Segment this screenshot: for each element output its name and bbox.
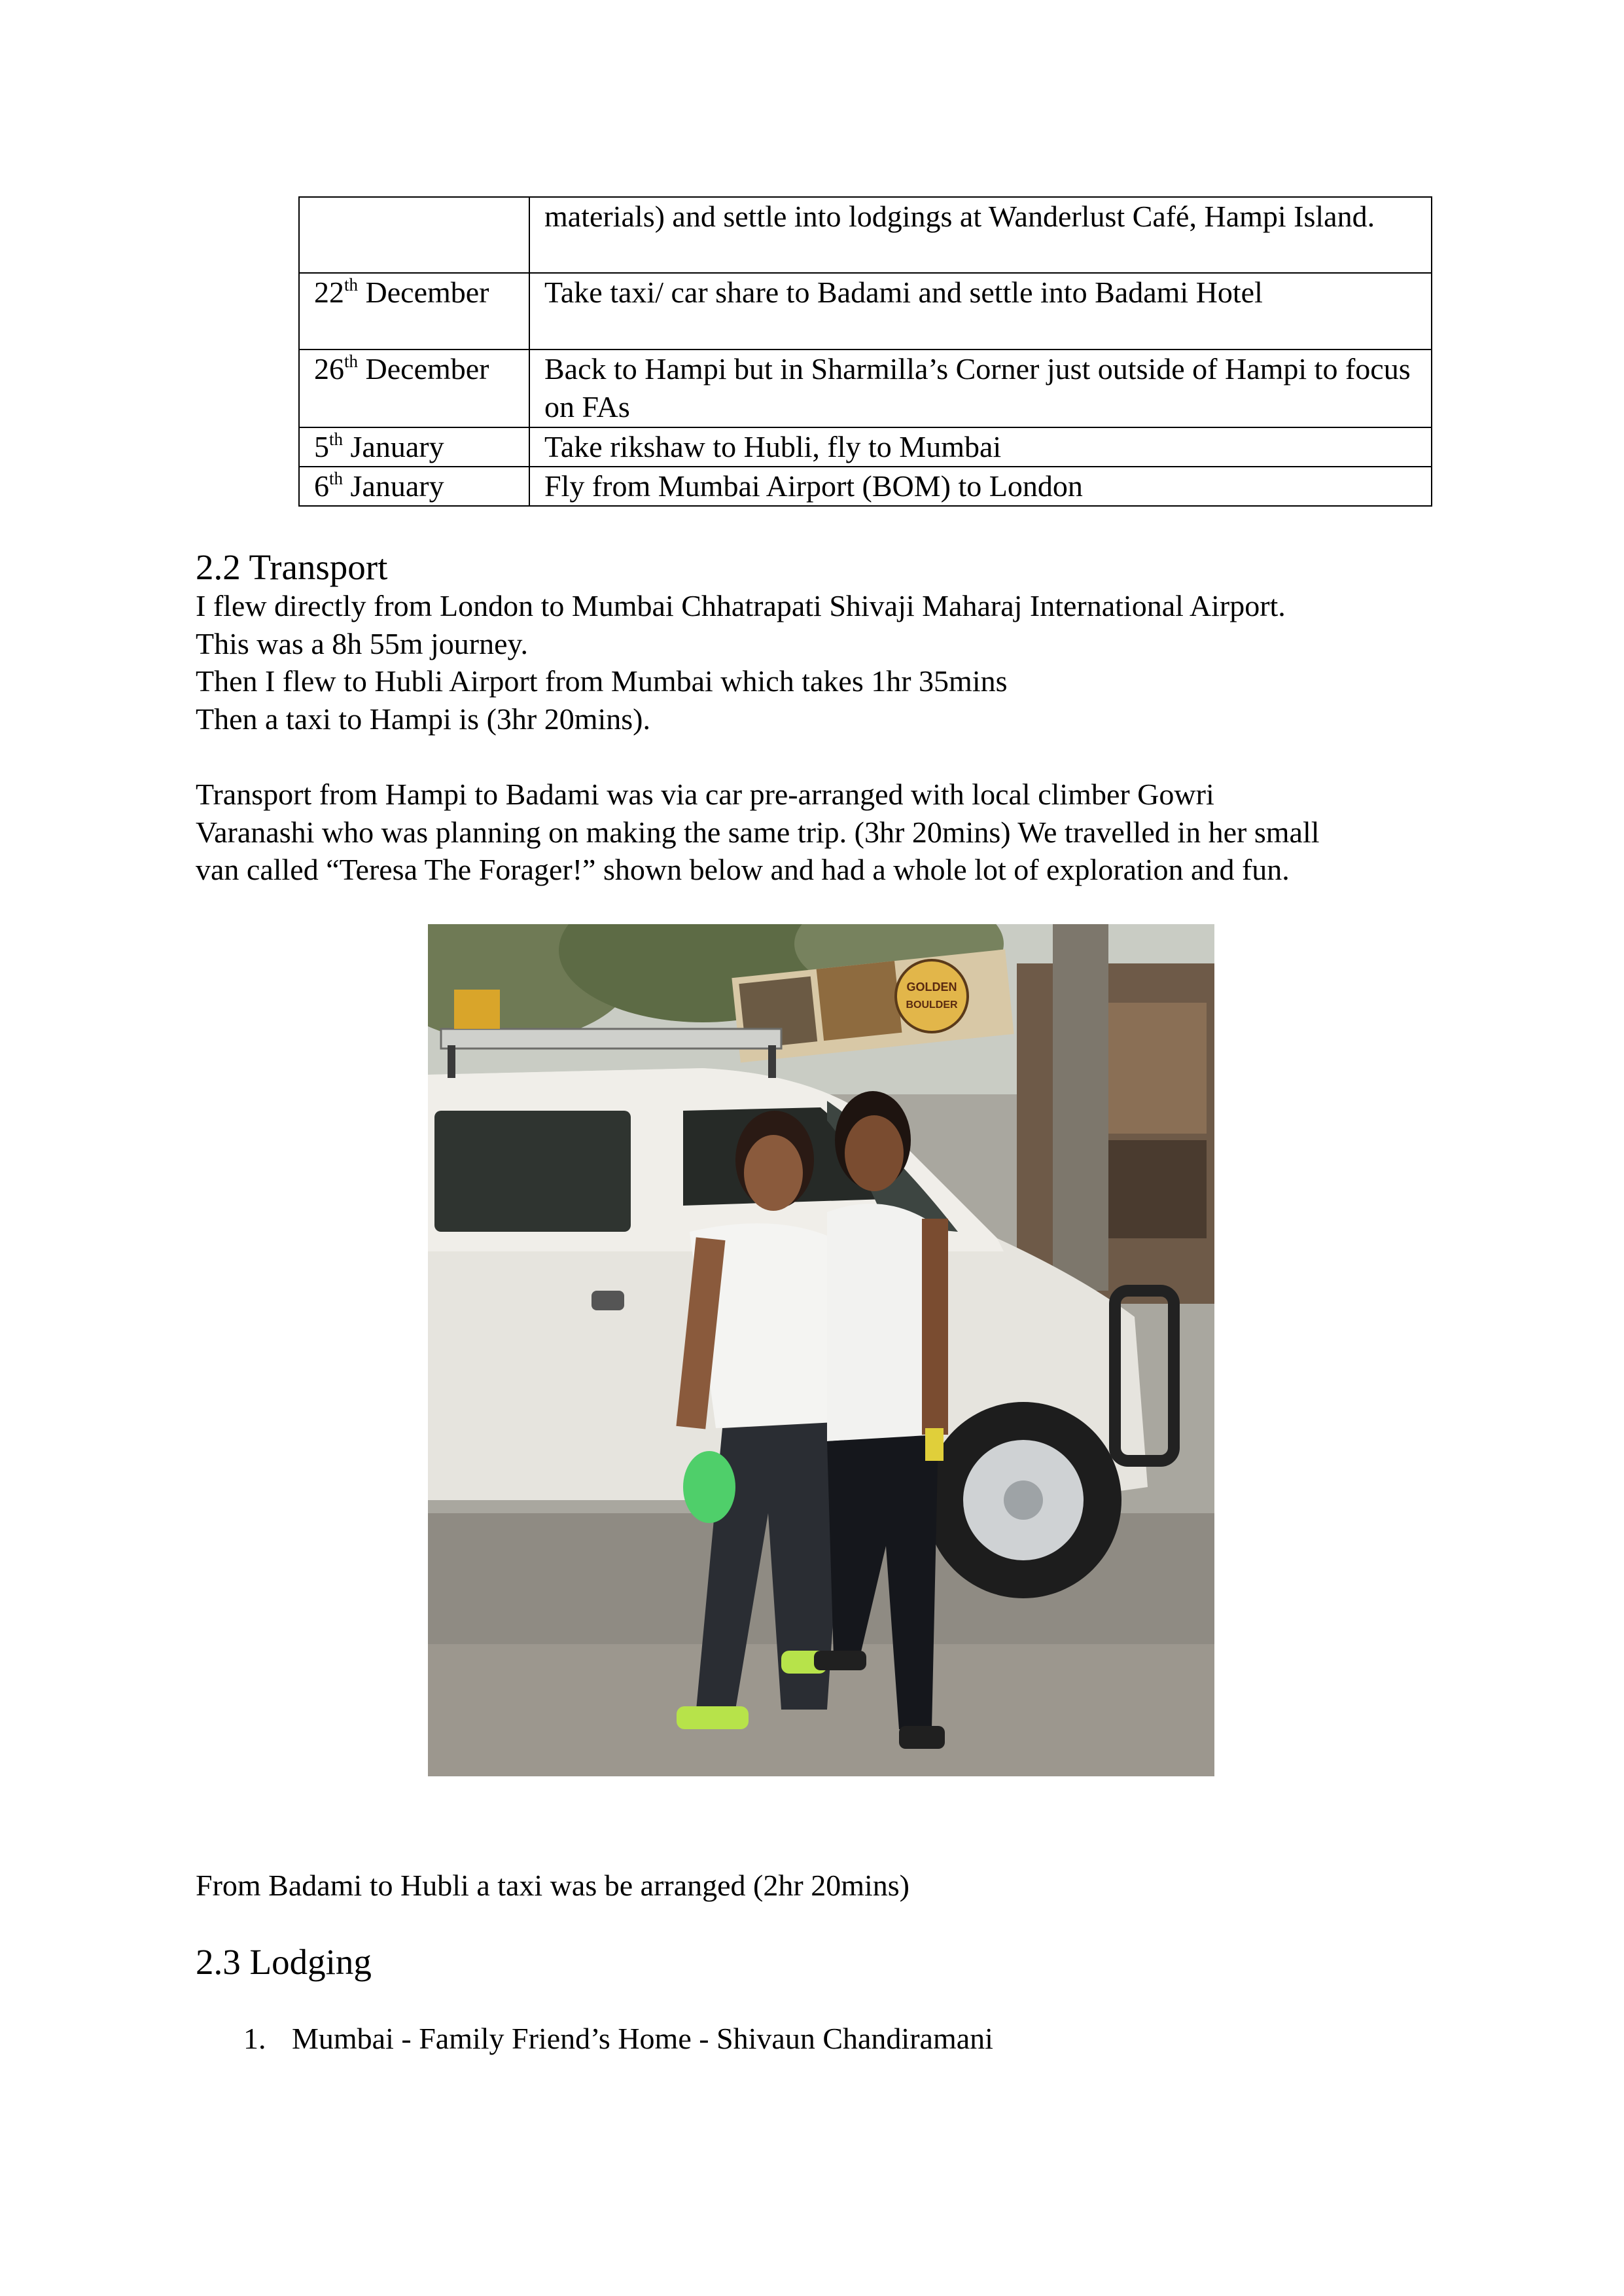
section-heading-transport: 2.2 Transport	[196, 547, 388, 587]
sign-text-boulder: BOULDER	[906, 999, 958, 1011]
table-row	[299, 273, 1432, 350]
text-line: Varanashi who was planning on making the same trip. (3hr 20mins) We travelled in her small	[196, 815, 1320, 849]
transport-paragraph-van	[196, 776, 1439, 889]
text-line: Then I flew to Hubli Airport from Mumbai which takes 1hr 35mins	[196, 664, 1008, 698]
date-cell	[299, 197, 529, 273]
activity-cell: Take taxi/ car share to Badami and settle into Badami Hotel	[529, 273, 1432, 350]
transport-paragraph-return	[196, 1867, 1439, 1905]
date-cell: 22th December	[299, 273, 529, 350]
text-line: Transport from Hampi to Badami was via car pre-arranged with local climber Gowri	[196, 778, 1214, 811]
activity-cell: Fly from Mumbai Airport (BOM) to London	[529, 467, 1432, 506]
table-row	[299, 427, 1432, 467]
date-cell: 26th December	[299, 350, 529, 427]
section-heading-lodging: 2.3 Lodging	[196, 1942, 372, 1982]
itinerary-table	[298, 196, 1432, 507]
lodging-list	[243, 2020, 993, 2058]
activity-cell: Take rikshaw to Hubli, fly to Mumbai	[529, 427, 1432, 467]
table-row	[299, 197, 1432, 273]
activity-cell: Back to Hampi but in Sharmilla’s Corner just outside of Hampi to focus on FAs	[529, 350, 1432, 427]
text-line: van called “Teresa The Forager!” shown below and had a whole lot of exploration and fun.	[196, 853, 1290, 886]
table-row	[299, 467, 1432, 506]
list-item-text: Mumbai - Family Friend’s Home - Shivaun Chandiramani	[292, 2022, 993, 2055]
list-number: 1.	[243, 2022, 266, 2055]
list-item	[243, 2020, 993, 2058]
table-row	[299, 350, 1432, 427]
date-cell: 5th January	[299, 427, 529, 467]
text-line: From Badami to Hubli a taxi was be arranged (2hr 20mins)	[196, 1869, 909, 1902]
transport-paragraph	[196, 587, 1439, 738]
activity-cell: materials) and settle into lodgings at Wanderlust Café, Hampi Island.	[529, 197, 1432, 273]
date-cell: 6th January	[299, 467, 529, 506]
sign-text-golden: GOLDEN	[906, 980, 957, 994]
text-line: I flew directly from London to Mumbai Chhatrapati Shivaji Maharaj International Airport.	[196, 589, 1286, 622]
van-photo-illustration	[428, 924, 1214, 1776]
van-photo	[428, 924, 1214, 1776]
text-line: This was a 8h 55m journey.	[196, 626, 529, 660]
text-line: Then a taxi to Hampi is (3hr 20mins).	[196, 702, 650, 736]
